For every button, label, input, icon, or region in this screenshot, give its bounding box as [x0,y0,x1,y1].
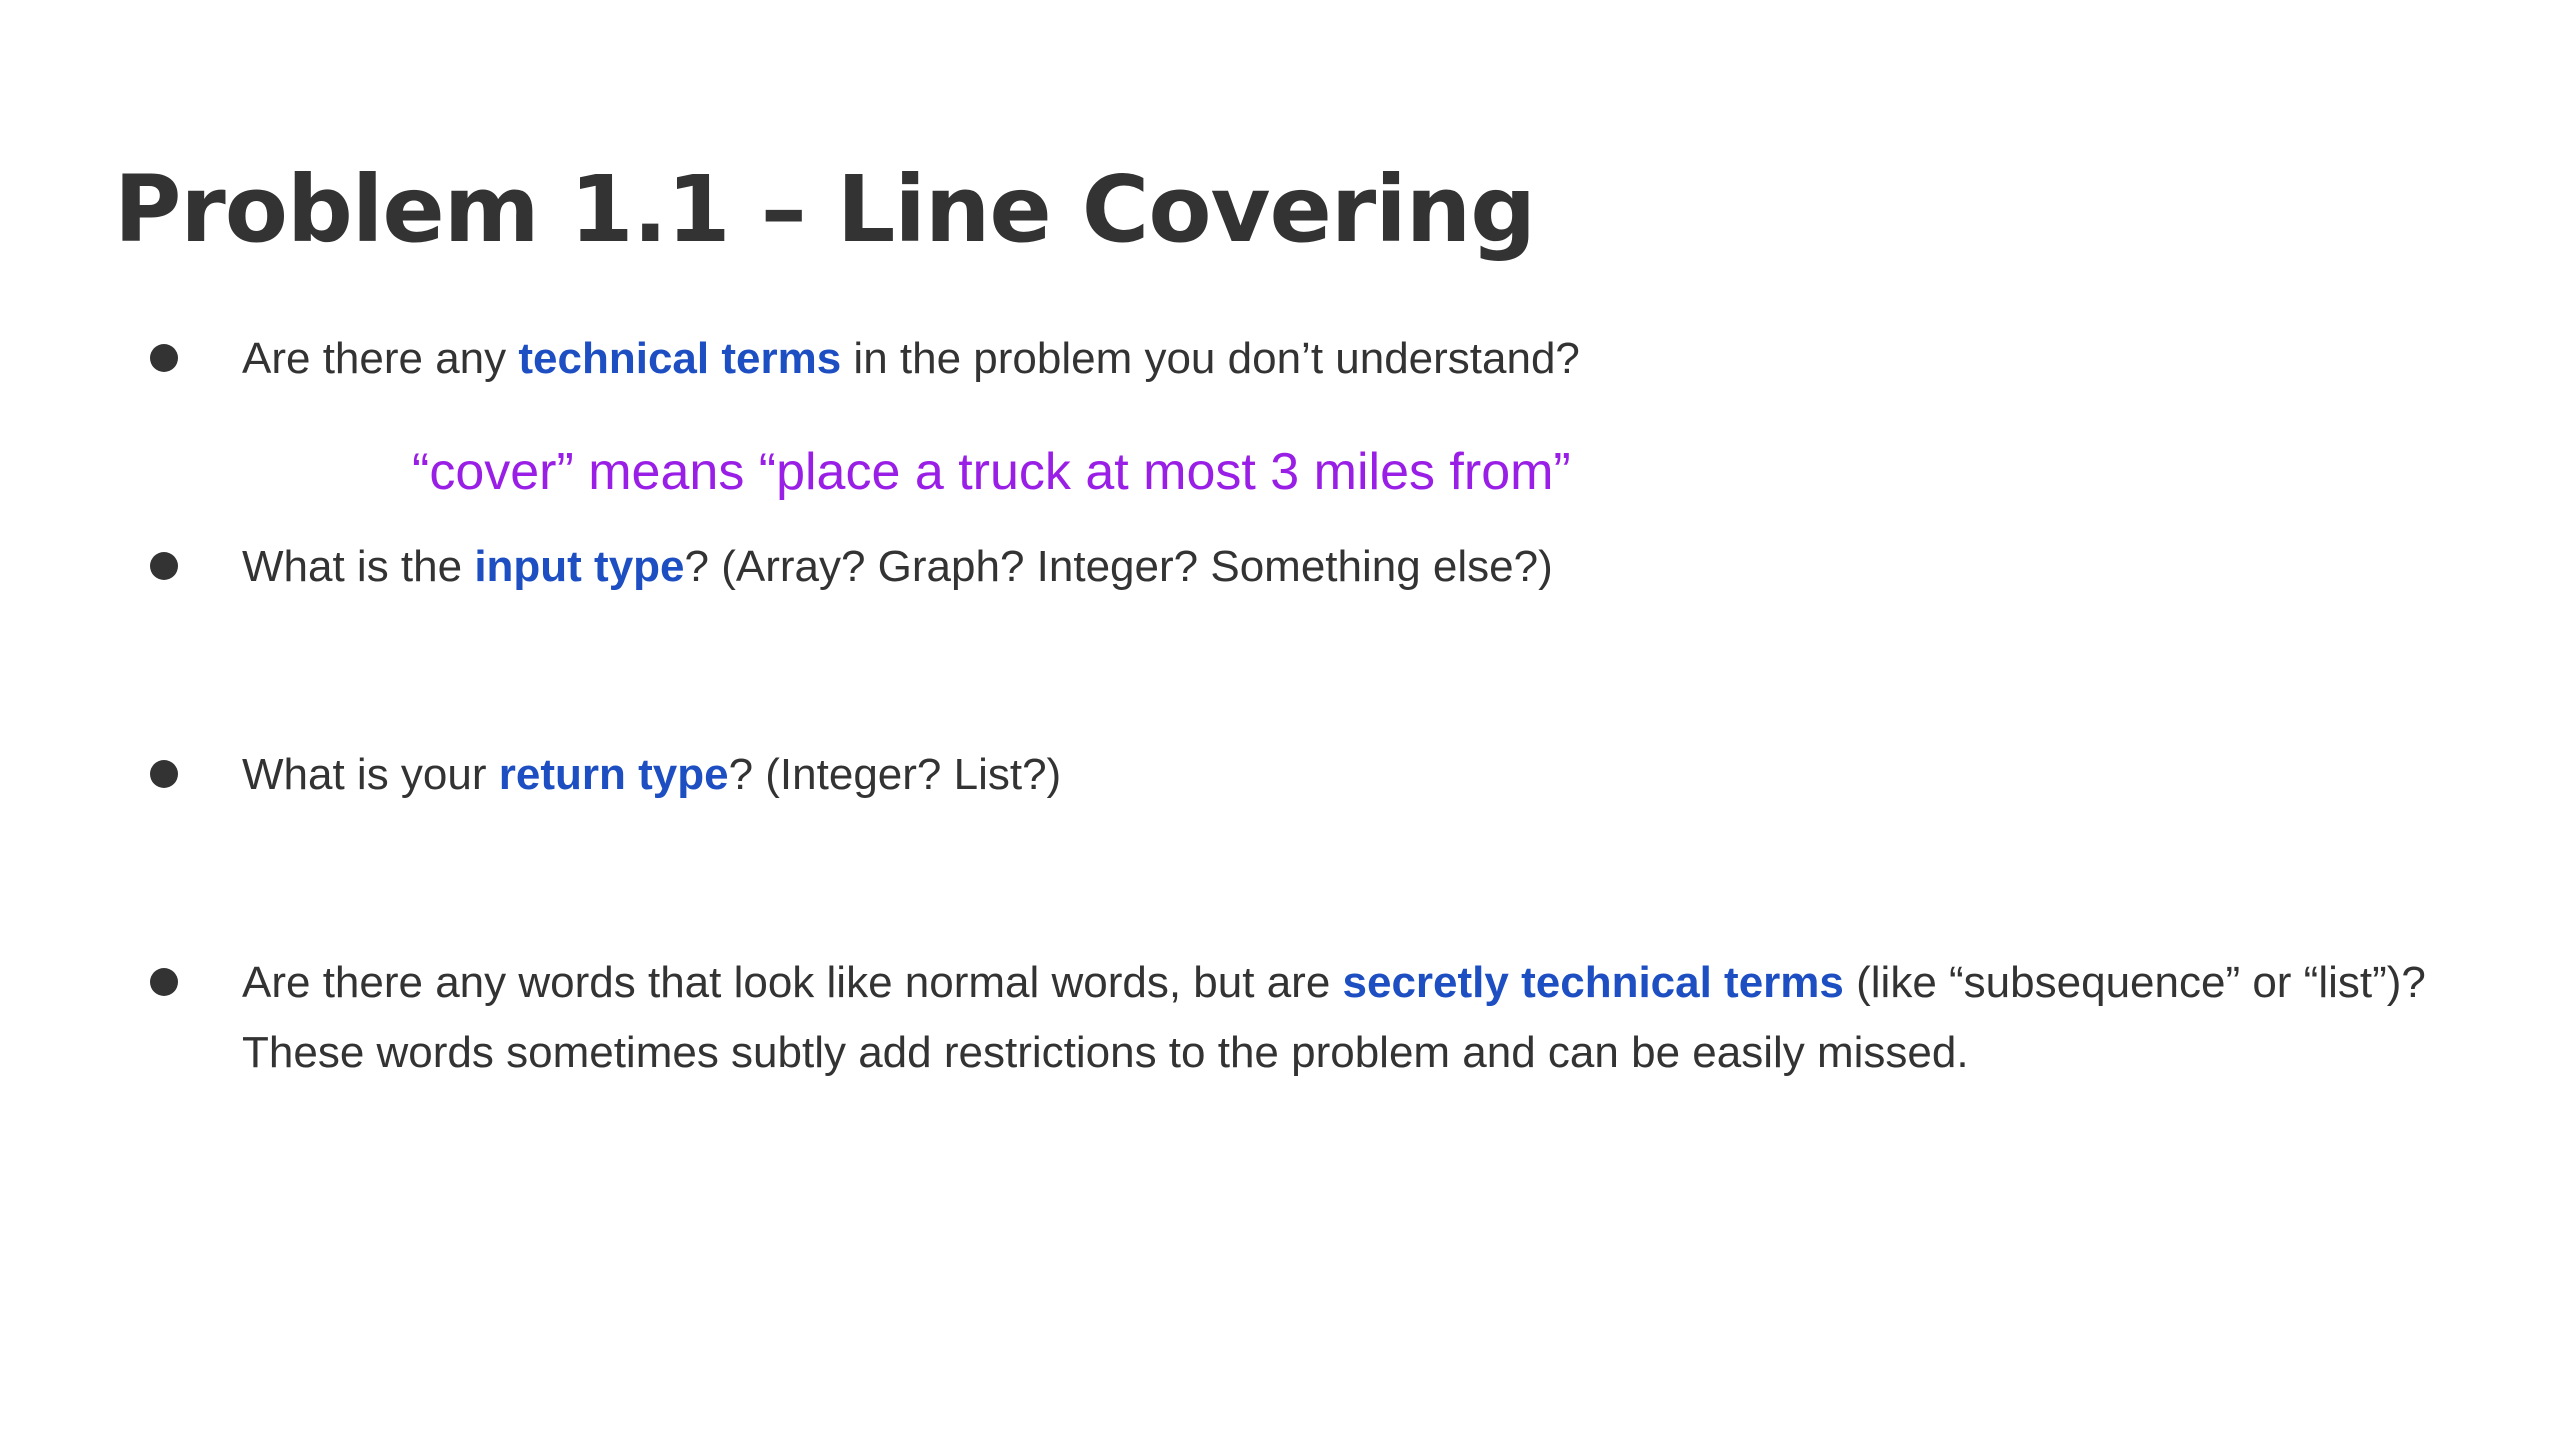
bullet-text-after: in the problem you don’t understand? [841,334,1580,383]
bullet-dot-icon [150,344,178,372]
bullet-keyword: input type [474,542,685,591]
bullet-item-input-type [150,532,2480,612]
bullet-text-before: Are there any [242,334,519,383]
bullet-text [242,948,2480,1088]
bullet-text-before: What is the [242,542,475,591]
slide-title: Problem 1.1 – Line Covering [114,156,1536,263]
bullet-text-before: What is your [242,750,499,799]
bullet-keyword: return type [498,750,729,799]
bullet-text [242,324,2480,394]
bullet-dot-icon [150,552,178,580]
bullet-text-after: (like “subsequence” or “list”)? These words sometimes subtly add restrictions to the problem and can be easily missed. [242,958,2426,1077]
bullet-text [242,740,2480,810]
bullet-keyword: technical terms [518,334,842,383]
bullet-text-after: ? (Array? Graph? Integer? Something else?) [684,542,1553,591]
bullet-text [242,532,2480,602]
bullet-dot-icon [150,968,178,996]
bullet-dot-icon [150,760,178,788]
bullet-item-secret-terms [150,948,2480,1098]
bullet-item-technical-terms [150,324,2480,404]
annotation-note: “cover” means “place a truck at most 3 miles from” [412,443,1571,501]
bullet-text-after: ? (Integer? List?) [728,750,1062,799]
bullet-text-before: Are there any words that look like normal words, but are [242,958,1343,1007]
bullet-keyword: secretly technical terms [1342,958,1844,1007]
bullet-item-return-type [150,740,2480,820]
